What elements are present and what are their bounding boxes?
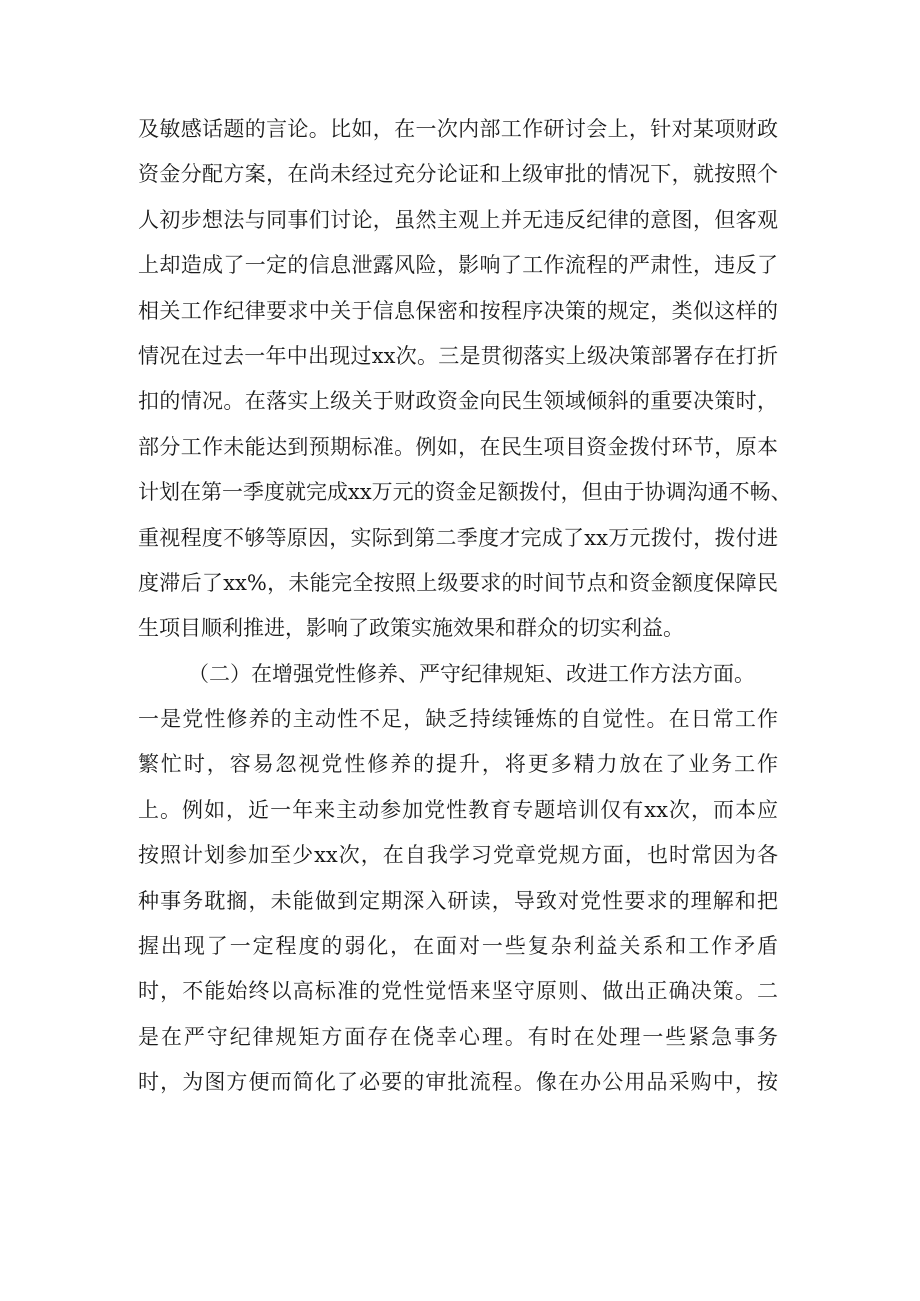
text-line: 握出现了一定程度的弱化，在面对一些复杂利益关系和工作矛盾 <box>138 934 778 959</box>
text-line: 及敏感话题的言论。比如，在一次内部工作研讨会上，针对某项财政 <box>138 117 778 141</box>
text-line: 扣的情况。在落实上级关于财政资金向民生领域倾斜的重要决策时， <box>138 389 778 414</box>
text-line: 情况在过去一年中出现过xx次。三是贯彻落实上级决策部署存在打折 <box>138 343 778 368</box>
text-line: 上却造成了一定的信息泄露风险，影响了工作流程的严肃性，违反了 <box>138 253 778 278</box>
text-line: 是在严守纪律规矩方面存在侥幸心理。有时在处理一些紧急事务 <box>138 1024 778 1049</box>
text-line: 时，为图方便而简化了必要的审批流程。像在办公用品采购中，按 <box>138 1070 778 1095</box>
text-line: 种事务耽搁，未能做到定期深入研读，导致对党性要求的理解和把 <box>138 888 778 913</box>
text-line: 按照计划参加至少xx次，在自我学习党章党规方面，也时常因为各 <box>138 843 778 868</box>
text-line: 上。例如，近一年来主动参加党性教育专题培训仅有xx次，而本应 <box>138 797 778 822</box>
text-line: 生项目顺利推进，影响了政策实施效果和群众的切实利益。 <box>138 616 684 641</box>
document-body <box>138 107 792 1106</box>
text-line: 时，不能始终以高标准的党性觉悟来坚守原则、做出正确决策。二 <box>138 979 778 1004</box>
text-line: 人初步想法与同事们讨论，虽然主观上并无违反纪律的意图，但客观 <box>138 207 778 232</box>
section-heading: （二）在增强党性修养、严守纪律规矩、改进工作方法方面。 <box>188 661 755 686</box>
text-line: 度滞后了xx%，未能完全按照上级要求的时间节点和资金额度保障民 <box>138 570 778 595</box>
text-line: 重视程度不够等原因，实际到第二季度才完成了xx万元拨付，拨付进 <box>138 525 778 550</box>
text-line: 一是党性修养的主动性不足，缺乏持续锤炼的自觉性。在日常工作 <box>138 707 778 732</box>
text-line: 相关工作纪律要求中关于信息保密和按程序决策的规定，类似这样的 <box>138 298 778 323</box>
text-line: 计划在第一季度就完成xx万元的资金足额拨付，但由于协调沟通不畅、 <box>138 480 792 505</box>
text-line: 资金分配方案，在尚未经过充分论证和上级审批的情况下，就按照个 <box>138 162 778 187</box>
text-line: 部分工作未能达到预期标准。例如，在民生项目资金拨付环节，原本 <box>138 434 778 459</box>
text-line: 繁忙时，容易忽视党性修养的提升，将更多精力放在了业务工作 <box>138 752 778 777</box>
